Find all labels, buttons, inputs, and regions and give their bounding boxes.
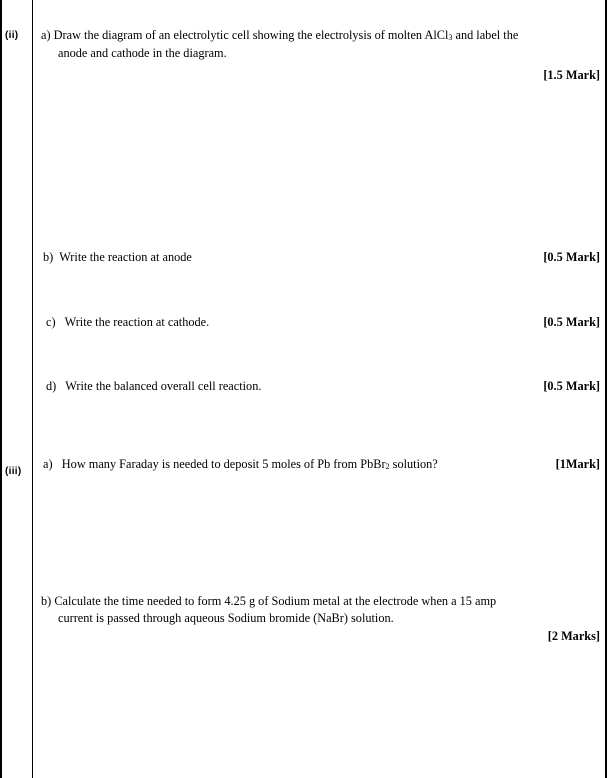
question-iii-a-subscript: 2 xyxy=(385,462,390,471)
question-iii-b-text-line1: Calculate the time needed to form 4.25 g of Sodium metal at the electrode when a 15 amp xyxy=(54,594,497,608)
question-iii-a-label: a) xyxy=(43,457,53,471)
question-ii-a-line2: anode and cathode in the diagram. xyxy=(58,46,227,60)
question-ii-a-marks: [1.5 Mark] xyxy=(543,68,600,82)
question-number-ii: (ii) xyxy=(5,30,19,41)
question-ii-a-text-post: and label the xyxy=(452,28,519,42)
question-ii-a-label: a) xyxy=(41,28,51,42)
question-iii-a-marks: [1Mark] xyxy=(555,457,600,471)
question-iii-b-line2: current is passed through aqueous Sodium bromide (NaBr) solution. xyxy=(58,611,394,625)
question-iii-a-text-post: solution? xyxy=(389,457,438,471)
page-right-border xyxy=(605,0,607,778)
question-ii-d-marks: [0.5 Mark] xyxy=(543,379,600,393)
question-ii-b-line xyxy=(43,249,192,265)
question-number-column-divider xyxy=(32,0,33,778)
question-ii-a-text-pre: Draw the diagram of an electrolytic cell showing the electrolysis of molten AlCl xyxy=(53,28,449,42)
question-ii-b-marks: [0.5 Mark] xyxy=(543,250,600,264)
question-ii-c-label: c) xyxy=(46,315,56,329)
question-iii-b-marks: [2 Marks] xyxy=(547,629,600,643)
question-ii-b-text: Write the reaction at anode xyxy=(59,250,192,264)
question-ii-d-text: Write the balanced overall cell reaction. xyxy=(65,379,262,393)
question-iii-b-label: b) xyxy=(41,594,52,608)
question-iii-a-line xyxy=(43,456,438,472)
question-ii-b-label: b) xyxy=(43,250,54,264)
question-iii-a-text-pre: How many Faraday is needed to deposit 5 moles of Pb from PbBr xyxy=(61,457,386,471)
question-ii-d-line xyxy=(46,378,261,394)
question-ii-a-subscript: 3 xyxy=(448,33,453,42)
question-ii-d-label: d) xyxy=(46,379,57,393)
question-ii-a-line1 xyxy=(41,27,518,43)
question-ii-c-line xyxy=(46,314,209,330)
question-ii-c-text: Write the reaction at cathode. xyxy=(64,315,210,329)
question-ii-c-marks: [0.5 Mark] xyxy=(543,315,600,329)
page-left-border xyxy=(0,0,2,778)
question-number-iii: (iii) xyxy=(5,466,22,477)
question-iii-b-line1 xyxy=(41,593,496,609)
